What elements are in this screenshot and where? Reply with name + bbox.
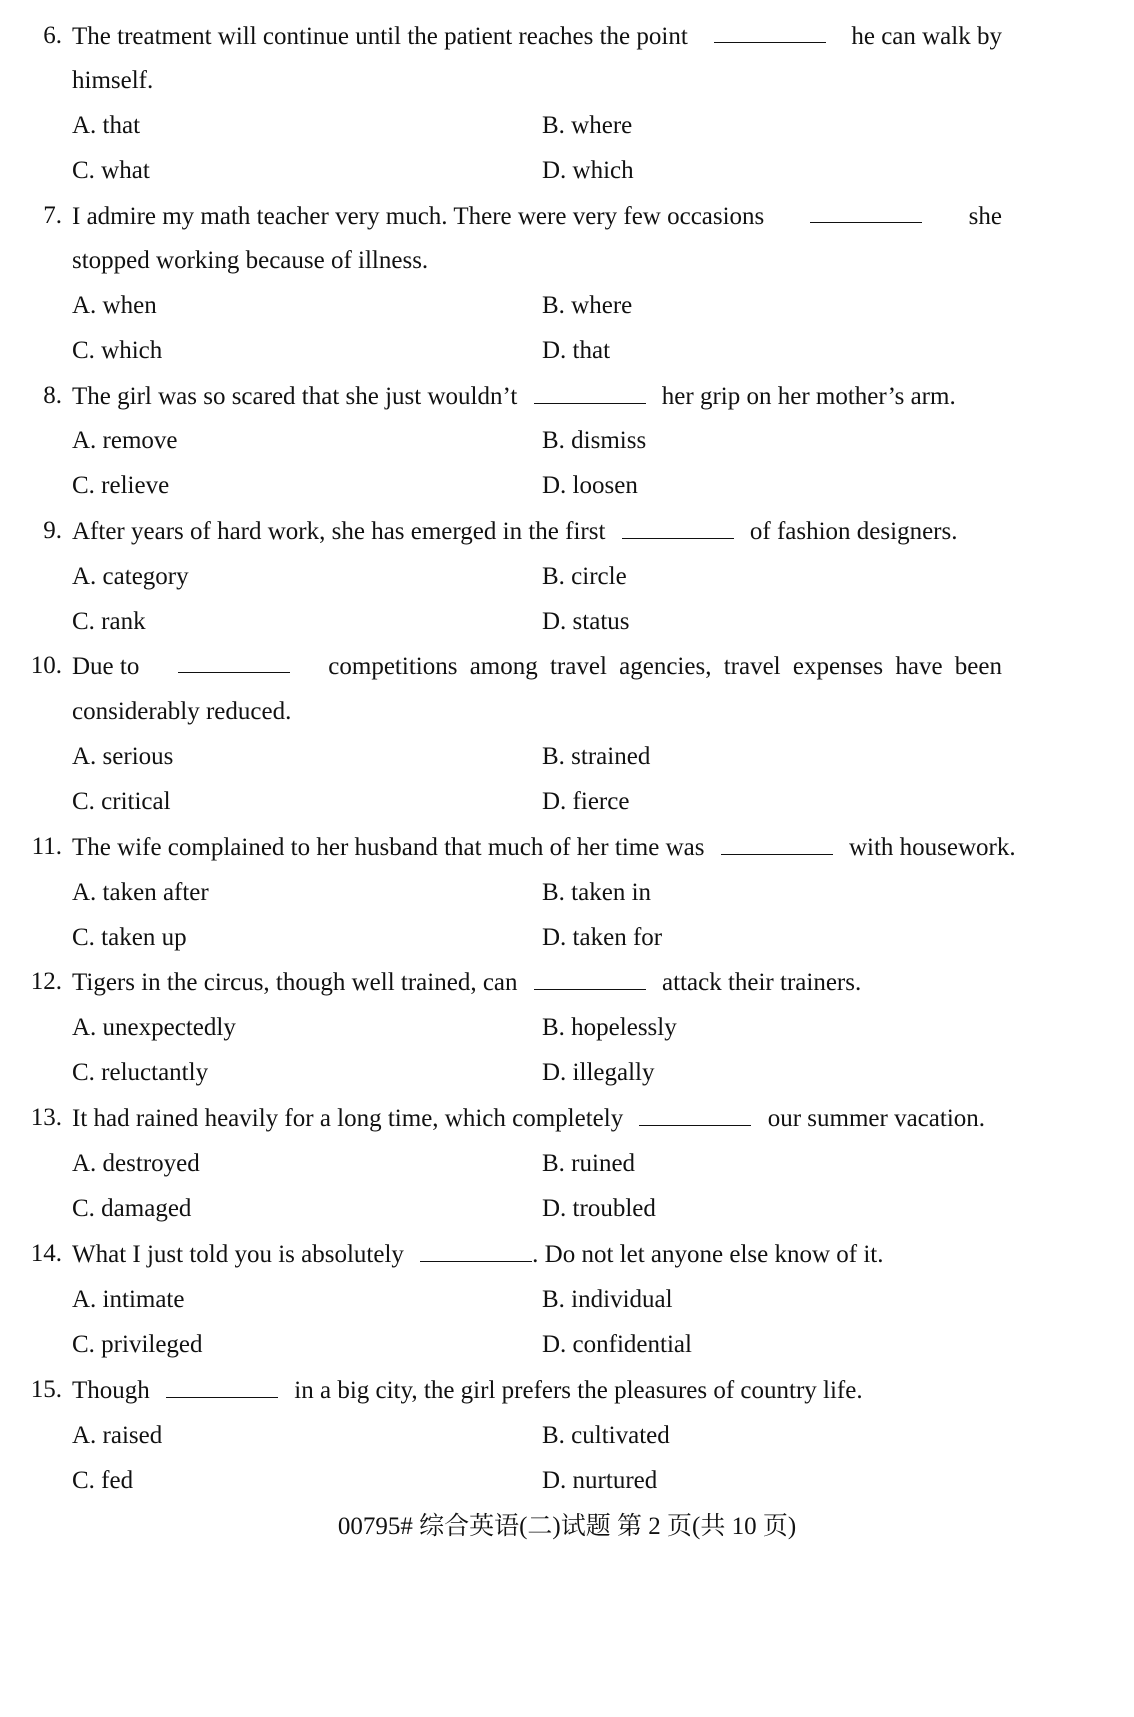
question-number: 12. [30,968,62,995]
option-c: C. which [72,337,163,364]
question-number: 14. [30,1240,62,1267]
answer-blank [721,834,833,855]
option-d: D. which [542,157,634,184]
option-c: C. taken up [72,924,187,951]
question-number: 11. [31,833,62,860]
option-a: A. intimate [72,1286,185,1313]
question-number: 15. [30,1376,62,1403]
option-a: A. taken after [72,879,209,906]
option-a: A. unexpectedly [72,1014,236,1041]
question-stem: After years of hard work, she has emerged in the first of fashion designers. [72,518,958,545]
question-number: 10. [30,652,62,679]
question-stem: The wife complained to her husband that much of her time was with housework. [72,834,1016,861]
question-stem: It had rained heavily for a long time, which completely our summer vacation. [72,1105,986,1132]
option-a: A. when [72,292,157,319]
option-b: B. taken in [542,879,652,906]
option-a: A. serious [72,743,174,770]
question-number: 6. [43,22,62,49]
option-d: D. illegally [542,1059,655,1086]
question-stem: Though in a big city, the girl prefers the pleasures of country life. [72,1377,863,1404]
option-b: B. circle [542,563,627,590]
question-number: 8. [43,382,62,409]
option-d: D. loosen [542,472,638,499]
answer-blank [639,1105,751,1126]
option-d: D. status [542,608,630,635]
option-c: C. damaged [72,1195,192,1222]
option-b: B. where [542,292,633,319]
option-d: D. troubled [542,1195,656,1222]
option-b: B. hopelessly [542,1014,677,1041]
option-b: B. cultivated [542,1422,670,1449]
option-b: B. where [542,112,633,139]
option-d: D. confidential [542,1331,692,1358]
option-a: A. category [72,563,189,590]
question-stem: Due to competitions among travel agencies, travel expenses have been [72,653,1002,680]
option-a: A. that [72,112,141,139]
page-footer: 00795# 综合英语(二)试题 第 2 页(共 10 页) [337,1513,797,1540]
option-c: C. what [72,157,150,184]
option-b: B. ruined [542,1150,636,1177]
question-stem: What I just told you is absolutely . Do not let anyone else know of it. [72,1241,884,1268]
question-stem: The girl was so scared that she just wouldn’t her grip on her mother’s arm. [72,383,956,410]
question-stem-continued: considerably reduced. [72,698,292,725]
option-c: C. rank [72,608,146,635]
answer-blank [166,1377,278,1398]
answer-blank [714,22,826,43]
question-number: 9. [43,517,62,544]
answer-blank [178,652,290,673]
option-b: B. individual [542,1286,673,1313]
question-stem-continued: himself. [72,67,154,94]
option-c: C. privileged [72,1331,203,1358]
answer-blank [534,969,646,990]
option-c: C. fed [72,1467,134,1494]
option-d: D. fierce [542,788,630,815]
question-stem-continued: stopped working because of illness. [72,247,429,274]
answer-blank [420,1241,532,1262]
question-stem: Tigers in the circus, though well trained, can attack their trainers. [72,969,862,996]
answer-blank [534,383,646,404]
option-a: A. destroyed [72,1150,200,1177]
option-b: B. strained [542,743,651,770]
question-stem: The treatment will continue until the patient reaches the point he can walk by [72,23,1002,50]
question-number: 13. [30,1104,62,1131]
option-b: B. dismiss [542,427,647,454]
question-stem: I admire my math teacher very much. There were very few occasions she [72,203,1002,230]
option-c: C. critical [72,788,171,815]
option-a: A. raised [72,1422,163,1449]
option-a: A. remove [72,427,178,454]
option-c: C. reluctantly [72,1059,209,1086]
answer-blank [810,202,922,223]
option-d: D. taken for [542,924,663,951]
option-d: D. nurtured [542,1467,658,1494]
option-d: D. that [542,337,611,364]
answer-blank [622,518,734,539]
option-c: C. relieve [72,472,170,499]
question-number: 7. [43,202,62,229]
